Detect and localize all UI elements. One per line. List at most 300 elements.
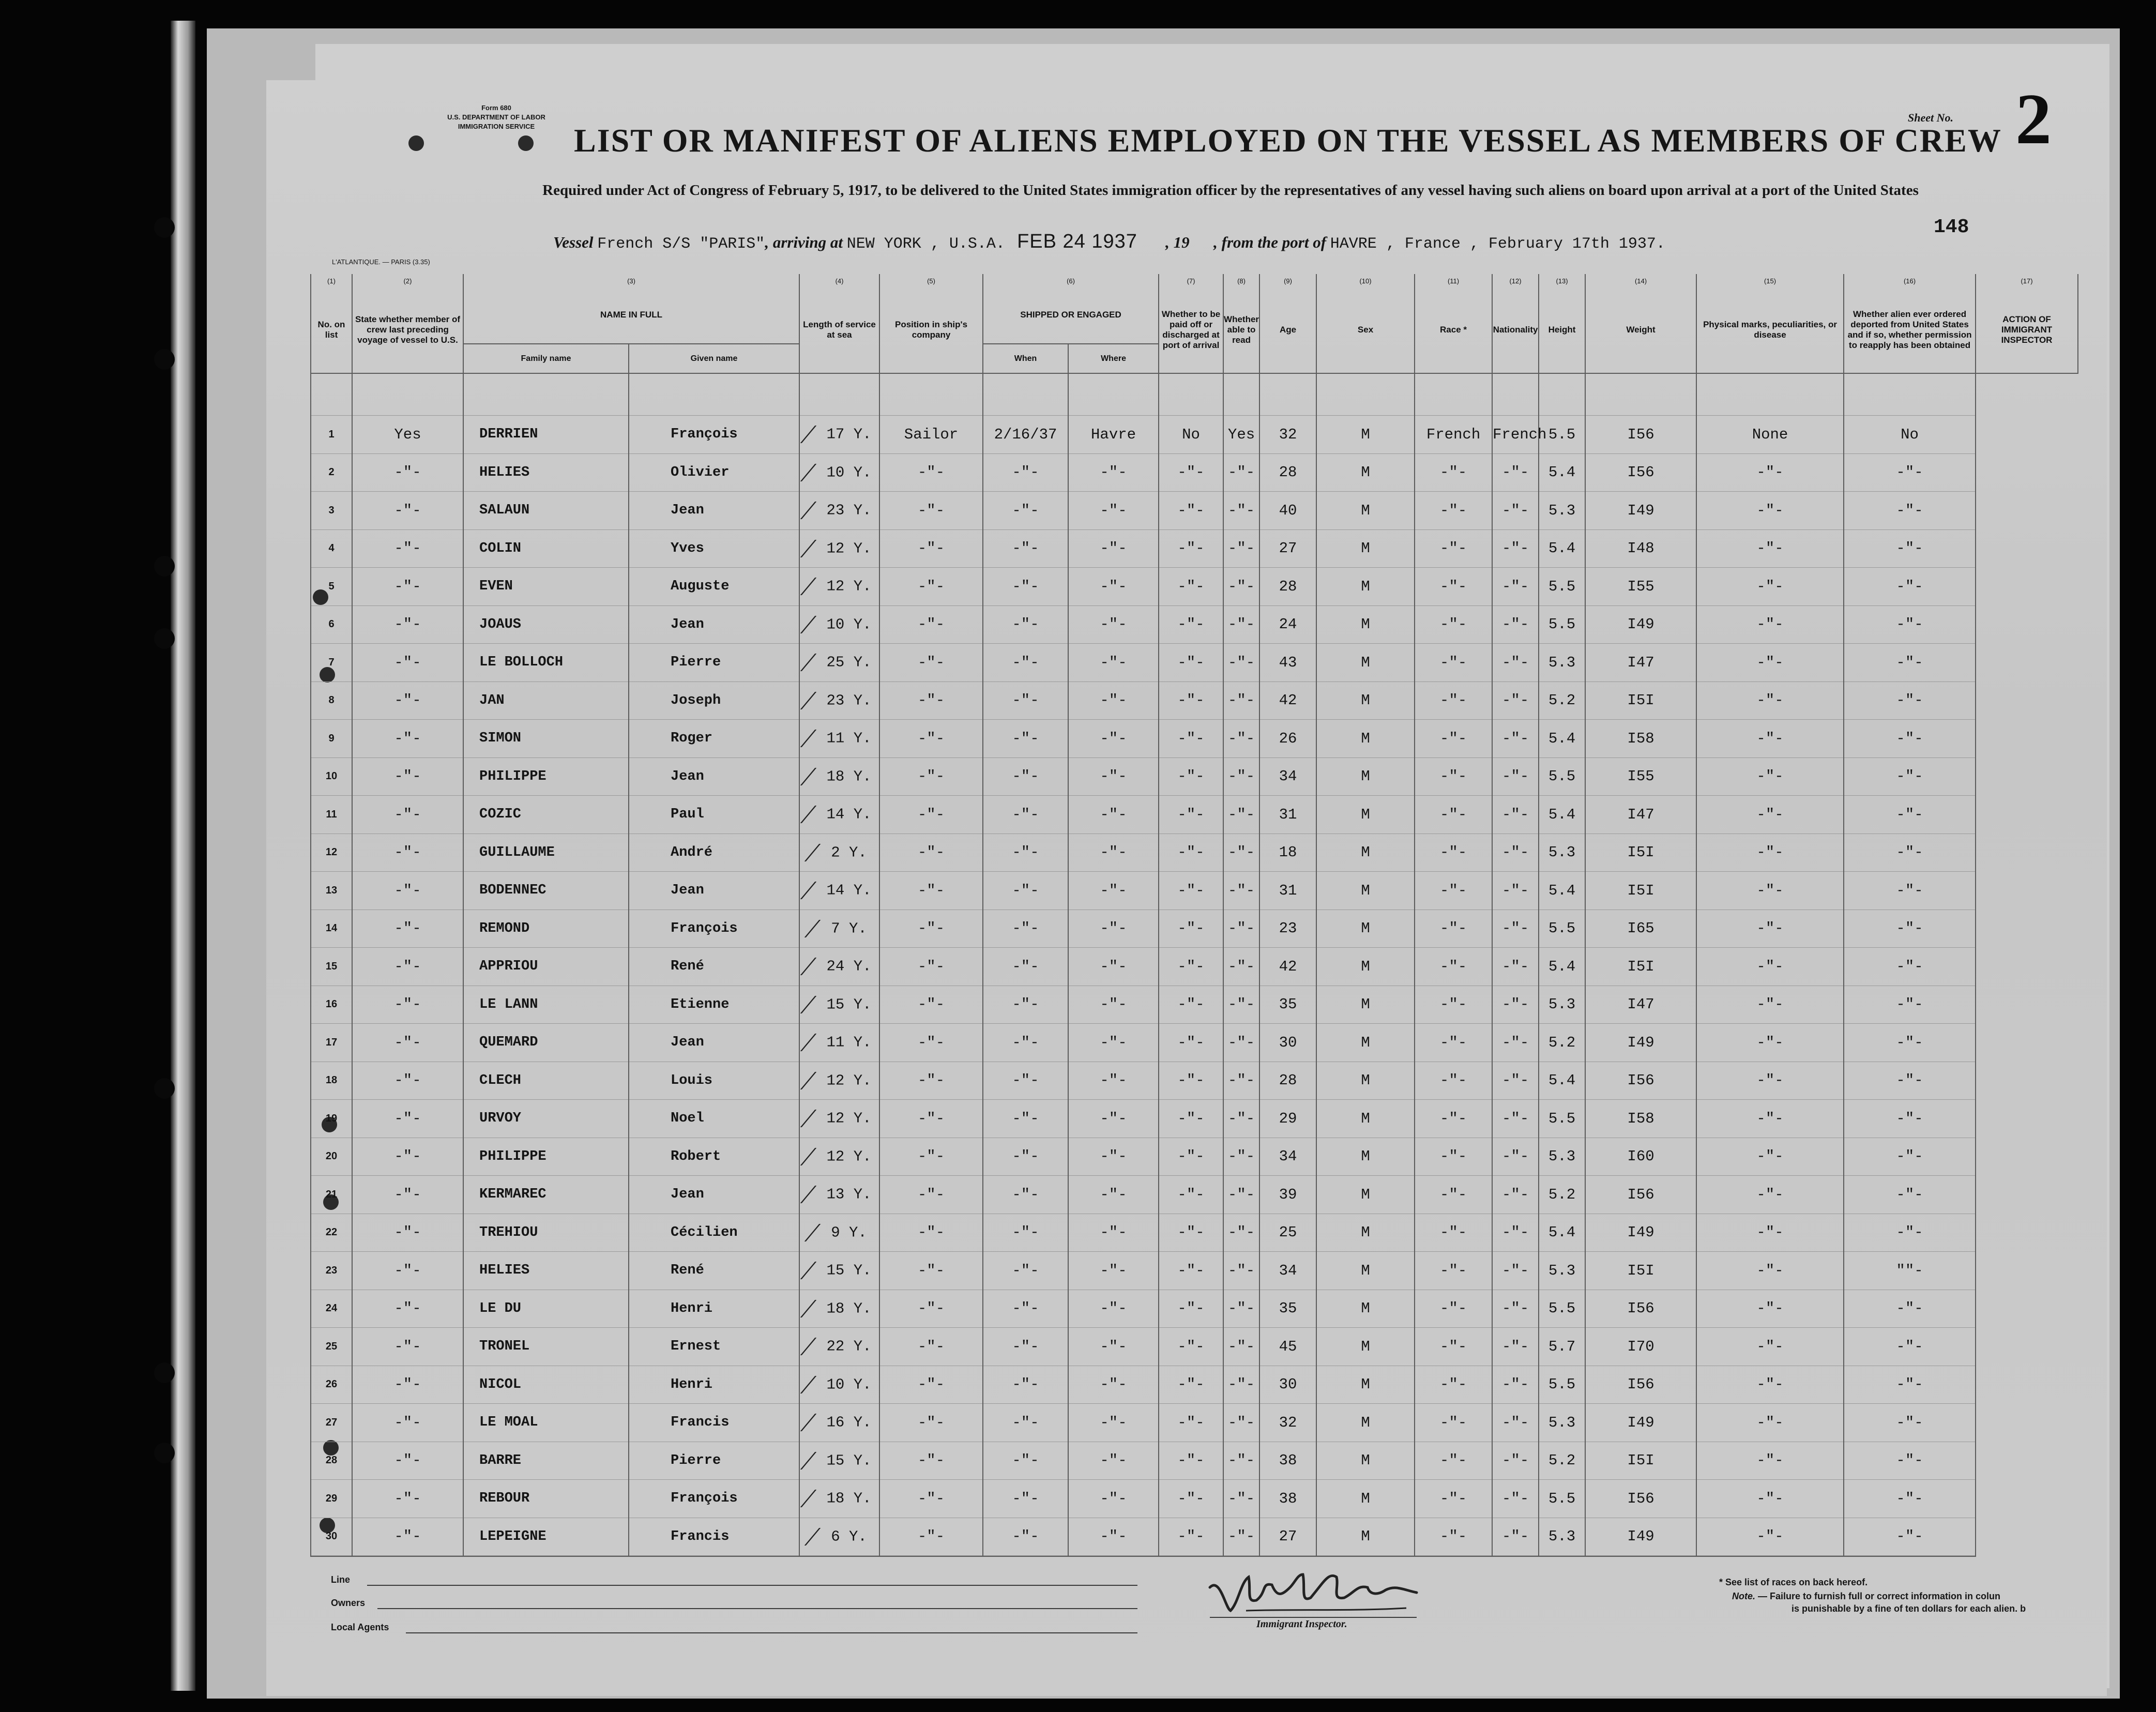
- column-number: (10): [1316, 274, 1415, 286]
- table-row: [311, 529, 2078, 568]
- family-name: LE LANN: [463, 986, 629, 1024]
- sex: M: [1316, 757, 1415, 796]
- shipped-when: 2/16/37: [983, 416, 1068, 454]
- vessel-line: [553, 231, 1665, 253]
- sex: M: [1316, 529, 1415, 568]
- weight: I49: [1585, 1214, 1696, 1252]
- height: 5.4: [1539, 1062, 1585, 1100]
- sex: M: [1316, 910, 1415, 948]
- given-name: Henri: [629, 1366, 799, 1404]
- document-subtitle: Required under Act of Congress of February 5, 1917, to be delivered to the United States immigration officer by the representatives of any vessel having such aliens on board upon arrival at a port of the United States: [542, 182, 1919, 199]
- paid-off: -"-: [1159, 1328, 1223, 1366]
- check-mark: [804, 844, 834, 861]
- shipped-when: -"-: [983, 681, 1068, 720]
- deported: -"-: [1844, 1138, 1976, 1176]
- row-number: 10: [311, 757, 352, 796]
- height: 5.3: [1539, 644, 1585, 682]
- physical-marks: -"-: [1696, 1328, 1844, 1366]
- age: 29: [1259, 1100, 1316, 1138]
- family-name: LEPEIGNE: [463, 1518, 629, 1556]
- length-of-service: [799, 1328, 879, 1366]
- shipped-where: -"-: [1068, 1480, 1159, 1518]
- height: 5.3: [1539, 1138, 1585, 1176]
- weight: I65: [1585, 910, 1696, 948]
- nationality: -"-: [1492, 1100, 1539, 1138]
- vessel-name: French S/S "PARIS": [597, 235, 765, 253]
- service-value: 14 Y.: [826, 882, 872, 899]
- given-name: Roger: [629, 720, 799, 758]
- length-of-service: [799, 1062, 879, 1100]
- deported: -"-: [1844, 492, 1976, 530]
- row-number: 21: [311, 1176, 352, 1214]
- weight: I55: [1585, 568, 1696, 606]
- deported: -"-: [1844, 1024, 1976, 1062]
- position: -"-: [879, 1518, 983, 1556]
- shipped-where: -"-: [1068, 492, 1159, 530]
- header-name-in-full: NAME IN FULL: [463, 286, 799, 344]
- service-value: 25 Y.: [826, 654, 872, 671]
- check-mark: [800, 616, 830, 633]
- sheet-number: 2: [2015, 79, 2052, 159]
- column-number: (12): [1492, 274, 1539, 286]
- able-to-read: -"-: [1223, 605, 1259, 644]
- binder-hole: [154, 1078, 175, 1099]
- service-value: 15 Y.: [826, 1262, 872, 1279]
- member-last-voyage: -"-: [352, 605, 463, 644]
- table-row: [311, 1404, 2078, 1442]
- race: -"-: [1415, 796, 1492, 834]
- nationality: -"-: [1492, 453, 1539, 492]
- able-to-read: -"-: [1223, 757, 1259, 796]
- length-of-service: [799, 605, 879, 644]
- paid-off: -"-: [1159, 568, 1223, 606]
- shipped-where: -"-: [1068, 796, 1159, 834]
- sheet-label: Sheet No.: [1908, 111, 1953, 124]
- family-name: JAN: [463, 681, 629, 720]
- paid-off: -"-: [1159, 834, 1223, 872]
- member-last-voyage: -"-: [352, 1404, 463, 1442]
- check-mark: [800, 426, 830, 443]
- shipped-where: -"-: [1068, 1176, 1159, 1214]
- height: 5.3: [1539, 492, 1585, 530]
- service-value: 9 Y.: [831, 1224, 867, 1241]
- height: 5.3: [1539, 986, 1585, 1024]
- weight: I5I: [1585, 834, 1696, 872]
- column-number: (4): [799, 274, 879, 286]
- age: 27: [1259, 1518, 1316, 1556]
- races-note: * See list of races on back hereof.: [1719, 1577, 1868, 1587]
- height: 5.5: [1539, 605, 1585, 644]
- paid-off: -"-: [1159, 492, 1223, 530]
- given-name: Henri: [629, 1290, 799, 1328]
- race: -"-: [1415, 1518, 1492, 1556]
- column-number: (16): [1844, 274, 1976, 286]
- sex: M: [1316, 948, 1415, 986]
- given-name: Robert: [629, 1138, 799, 1176]
- deported: ""-: [1844, 1252, 1976, 1290]
- family-name: HELIES: [463, 1252, 629, 1290]
- row-number: 22: [311, 1214, 352, 1252]
- row-number: 12: [311, 834, 352, 872]
- physical-marks: -"-: [1696, 568, 1844, 606]
- given-name: François: [629, 1480, 799, 1518]
- able-to-read: -"-: [1223, 1024, 1259, 1062]
- column-number: (17): [1976, 274, 2078, 286]
- header-where: Where: [1068, 344, 1159, 373]
- nationality: -"-: [1492, 644, 1539, 682]
- height: 5.5: [1539, 416, 1585, 454]
- able-to-read: -"-: [1223, 1404, 1259, 1442]
- weight: I49: [1585, 492, 1696, 530]
- shipped-when: -"-: [983, 1062, 1068, 1100]
- check-mark: [800, 692, 830, 709]
- height: 5.5: [1539, 1100, 1585, 1138]
- deported: No: [1844, 416, 1976, 454]
- shipped-when: -"-: [983, 1518, 1068, 1556]
- height: 5.5: [1539, 1366, 1585, 1404]
- age: 32: [1259, 416, 1316, 454]
- height: 5.4: [1539, 872, 1585, 910]
- height: 5.2: [1539, 681, 1585, 720]
- position: -"-: [879, 1404, 983, 1442]
- race: -"-: [1415, 492, 1492, 530]
- column-number: (7): [1159, 274, 1223, 286]
- sex: M: [1316, 1404, 1415, 1442]
- able-to-read: -"-: [1223, 644, 1259, 682]
- row-number: 15: [311, 948, 352, 986]
- age: 27: [1259, 529, 1316, 568]
- race: -"-: [1415, 529, 1492, 568]
- nationality: -"-: [1492, 605, 1539, 644]
- weight: I5I: [1585, 872, 1696, 910]
- member-last-voyage: -"-: [352, 1062, 463, 1100]
- weight: I58: [1585, 1100, 1696, 1138]
- able-to-read: -"-: [1223, 1328, 1259, 1366]
- length-of-service: [799, 416, 879, 454]
- race: -"-: [1415, 872, 1492, 910]
- note-text-1: — Failure to furnish full or correct information in colun: [1758, 1591, 2001, 1601]
- sex: M: [1316, 1290, 1415, 1328]
- position: -"-: [879, 1138, 983, 1176]
- sex: M: [1316, 1176, 1415, 1214]
- column-number: (6): [983, 274, 1159, 286]
- sex: M: [1316, 796, 1415, 834]
- service-value: 24 Y.: [826, 958, 872, 975]
- shipped-where: -"-: [1068, 605, 1159, 644]
- nationality: -"-: [1492, 529, 1539, 568]
- given-name: François: [629, 910, 799, 948]
- race: -"-: [1415, 910, 1492, 948]
- physical-marks: -"-: [1696, 453, 1844, 492]
- nationality: -"-: [1492, 796, 1539, 834]
- length-of-service: [799, 1252, 879, 1290]
- family-name: URVOY: [463, 1100, 629, 1138]
- position: -"-: [879, 872, 983, 910]
- header-age: Age: [1259, 286, 1316, 373]
- able-to-read: -"-: [1223, 1480, 1259, 1518]
- deported: -"-: [1844, 986, 1976, 1024]
- header-race: Race *: [1415, 286, 1492, 373]
- race: -"-: [1415, 1404, 1492, 1442]
- weight: I5I: [1585, 1442, 1696, 1480]
- table-row: [311, 568, 2078, 606]
- height: 5.4: [1539, 720, 1585, 758]
- age: 42: [1259, 948, 1316, 986]
- race: -"-: [1415, 1328, 1492, 1366]
- weight: I56: [1585, 1290, 1696, 1328]
- sex: M: [1316, 644, 1415, 682]
- given-name: Pierre: [629, 1442, 799, 1480]
- age: 31: [1259, 872, 1316, 910]
- row-number: 25: [311, 1328, 352, 1366]
- sex: M: [1316, 1138, 1415, 1176]
- nationality: -"-: [1492, 986, 1539, 1024]
- service-value: 12 Y.: [826, 1110, 872, 1127]
- paid-off: -"-: [1159, 1290, 1223, 1328]
- agents-rule: [406, 1632, 1137, 1633]
- able-to-read: -"-: [1223, 720, 1259, 758]
- shipped-where: -"-: [1068, 681, 1159, 720]
- table-row: [311, 986, 2078, 1024]
- check-mark: [800, 806, 830, 823]
- position: -"-: [879, 1290, 983, 1328]
- able-to-read: -"-: [1223, 796, 1259, 834]
- deported: -"-: [1844, 1442, 1976, 1480]
- shipped-when: -"-: [983, 1176, 1068, 1214]
- paid-off: -"-: [1159, 1404, 1223, 1442]
- physical-marks: -"-: [1696, 1176, 1844, 1214]
- column-number: (9): [1259, 274, 1316, 286]
- physical-marks: None: [1696, 416, 1844, 454]
- shipped-where: -"-: [1068, 757, 1159, 796]
- inspector-signature: [1200, 1562, 1427, 1618]
- race: -"-: [1415, 1176, 1492, 1214]
- family-name: KERMAREC: [463, 1176, 629, 1214]
- member-last-voyage: -"-: [352, 1480, 463, 1518]
- deported: -"-: [1844, 834, 1976, 872]
- race: -"-: [1415, 453, 1492, 492]
- deported: -"-: [1844, 1062, 1976, 1100]
- height: 5.2: [1539, 1442, 1585, 1480]
- shipped-where: -"-: [1068, 1290, 1159, 1328]
- length-of-service: [799, 1138, 879, 1176]
- age: 18: [1259, 834, 1316, 872]
- header-when: When: [983, 344, 1068, 373]
- height: 5.4: [1539, 529, 1585, 568]
- family-name: HELIES: [463, 453, 629, 492]
- able-to-read: -"-: [1223, 568, 1259, 606]
- check-mark: [800, 578, 830, 595]
- sex: M: [1316, 986, 1415, 1024]
- given-name: Jean: [629, 492, 799, 530]
- family-name: APPRIOU: [463, 948, 629, 986]
- family-name: PHILIPPE: [463, 757, 629, 796]
- shipped-when: -"-: [983, 834, 1068, 872]
- shipped-when: -"-: [983, 757, 1068, 796]
- length-of-service: [799, 986, 879, 1024]
- shipped-when: -"-: [983, 1138, 1068, 1176]
- paid-off: -"-: [1159, 1480, 1223, 1518]
- member-last-voyage: -"-: [352, 1138, 463, 1176]
- column-number: (13): [1539, 274, 1585, 286]
- given-name: Jean: [629, 872, 799, 910]
- table-row: [311, 644, 2078, 682]
- header-no-on-list: No. on list: [311, 286, 352, 373]
- race: -"-: [1415, 1024, 1492, 1062]
- column-number: (1): [311, 274, 352, 286]
- position: -"-: [879, 605, 983, 644]
- age: 34: [1259, 1252, 1316, 1290]
- sex: M: [1316, 681, 1415, 720]
- length-of-service: [799, 1290, 879, 1328]
- position: -"-: [879, 1328, 983, 1366]
- paid-off: -"-: [1159, 1442, 1223, 1480]
- age: 28: [1259, 453, 1316, 492]
- table-row: [311, 1442, 2078, 1480]
- column-number: (15): [1696, 274, 1844, 286]
- shipped-where: -"-: [1068, 644, 1159, 682]
- local-agents-label: Local Agents: [331, 1622, 389, 1632]
- age: 30: [1259, 1024, 1316, 1062]
- family-name: QUEMARD: [463, 1024, 629, 1062]
- check-mark: [800, 1186, 830, 1203]
- member-last-voyage: -"-: [352, 757, 463, 796]
- check-mark: [800, 1338, 830, 1355]
- member-last-voyage: -"-: [352, 910, 463, 948]
- height: 5.2: [1539, 1024, 1585, 1062]
- member-last-voyage: -"-: [352, 1024, 463, 1062]
- shipped-where: -"-: [1068, 529, 1159, 568]
- race: French: [1415, 416, 1492, 454]
- position: -"-: [879, 834, 983, 872]
- member-last-voyage: -"-: [352, 492, 463, 530]
- able-to-read: -"-: [1223, 1138, 1259, 1176]
- physical-marks: -"-: [1696, 492, 1844, 530]
- position: -"-: [879, 492, 983, 530]
- table-body: [311, 373, 2078, 1556]
- service-value: 10 Y.: [826, 616, 872, 633]
- able-to-read: -"-: [1223, 1518, 1259, 1556]
- deported: -"-: [1844, 1290, 1976, 1328]
- position: -"-: [879, 796, 983, 834]
- shipped-where: -"-: [1068, 986, 1159, 1024]
- weight: I49: [1585, 1518, 1696, 1556]
- weight: I56: [1585, 453, 1696, 492]
- check-mark: [800, 958, 830, 975]
- paid-off: -"-: [1159, 644, 1223, 682]
- age: 26: [1259, 720, 1316, 758]
- shipped-where: -"-: [1068, 720, 1159, 758]
- table-row: [311, 453, 2078, 492]
- length-of-service: [799, 796, 879, 834]
- length-of-service: [799, 1480, 879, 1518]
- deported: -"-: [1844, 796, 1976, 834]
- position: -"-: [879, 1062, 983, 1100]
- header-weight: Weight: [1585, 286, 1696, 373]
- weight: I49: [1585, 1404, 1696, 1442]
- row-number: 6: [311, 605, 352, 644]
- service-value: 7 Y.: [831, 920, 867, 937]
- paid-off: -"-: [1159, 910, 1223, 948]
- shipped-where: -"-: [1068, 1442, 1159, 1480]
- nationality: -"-: [1492, 1366, 1539, 1404]
- physical-marks: -"-: [1696, 1024, 1844, 1062]
- nationality: -"-: [1492, 1290, 1539, 1328]
- age: 43: [1259, 644, 1316, 682]
- race: -"-: [1415, 605, 1492, 644]
- deported: -"-: [1844, 568, 1976, 606]
- family-name: COZIC: [463, 796, 629, 834]
- check-mark: [800, 540, 830, 557]
- given-name: Jean: [629, 1024, 799, 1062]
- length-of-service: [799, 1100, 879, 1138]
- service-value: 23 Y.: [826, 502, 872, 519]
- arrival-port: NEW YORK , U.S.A.: [846, 235, 1005, 253]
- table-row: [311, 757, 2078, 796]
- shipped-when: -"-: [983, 1366, 1068, 1404]
- column-number: (11): [1415, 274, 1492, 286]
- table-row: [311, 1176, 2078, 1214]
- sex: M: [1316, 872, 1415, 910]
- shipped-where: -"-: [1068, 453, 1159, 492]
- able-to-read: -"-: [1223, 681, 1259, 720]
- row-number: 26: [311, 1366, 352, 1404]
- shipped-where: -"-: [1068, 1328, 1159, 1366]
- age: 40: [1259, 492, 1316, 530]
- family-name: LE MOAL: [463, 1404, 629, 1442]
- weight: I49: [1585, 1024, 1696, 1062]
- paid-off: -"-: [1159, 605, 1223, 644]
- header-family-name: Family name: [463, 344, 629, 373]
- column-number: (2): [352, 274, 463, 286]
- shipped-where: -"-: [1068, 1252, 1159, 1290]
- position: -"-: [879, 1024, 983, 1062]
- given-name: Francis: [629, 1518, 799, 1556]
- weight: I56: [1585, 1062, 1696, 1100]
- physical-marks: -"-: [1696, 1062, 1844, 1100]
- deported: -"-: [1844, 1404, 1976, 1442]
- check-mark: [800, 1414, 830, 1431]
- nationality: -"-: [1492, 872, 1539, 910]
- family-name: TRONEL: [463, 1328, 629, 1366]
- age: 34: [1259, 1138, 1316, 1176]
- vessel-label: Vessel: [553, 233, 594, 251]
- column-number: (3): [463, 274, 799, 286]
- header-position: Position in ship's company: [879, 286, 983, 373]
- height: 5.3: [1539, 1404, 1585, 1442]
- service-value: 12 Y.: [826, 1148, 872, 1165]
- crew-manifest-table: [310, 274, 2078, 1557]
- nationality: -"-: [1492, 568, 1539, 606]
- header-row: [311, 286, 2078, 344]
- able-to-read: -"-: [1223, 1100, 1259, 1138]
- row-number: 2: [311, 453, 352, 492]
- race: -"-: [1415, 1252, 1492, 1290]
- paid-off: -"-: [1159, 1100, 1223, 1138]
- family-name: TREHIOU: [463, 1214, 629, 1252]
- row-number: 7: [311, 644, 352, 682]
- member-last-voyage: Yes: [352, 416, 463, 454]
- able-to-read: -"-: [1223, 529, 1259, 568]
- physical-marks: -"-: [1696, 681, 1844, 720]
- deported: -"-: [1844, 757, 1976, 796]
- member-last-voyage: -"-: [352, 644, 463, 682]
- race: -"-: [1415, 644, 1492, 682]
- family-name: LE BOLLOCH: [463, 644, 629, 682]
- weight: I5I: [1585, 1252, 1696, 1290]
- family-name: SALAUN: [463, 492, 629, 530]
- sex: M: [1316, 720, 1415, 758]
